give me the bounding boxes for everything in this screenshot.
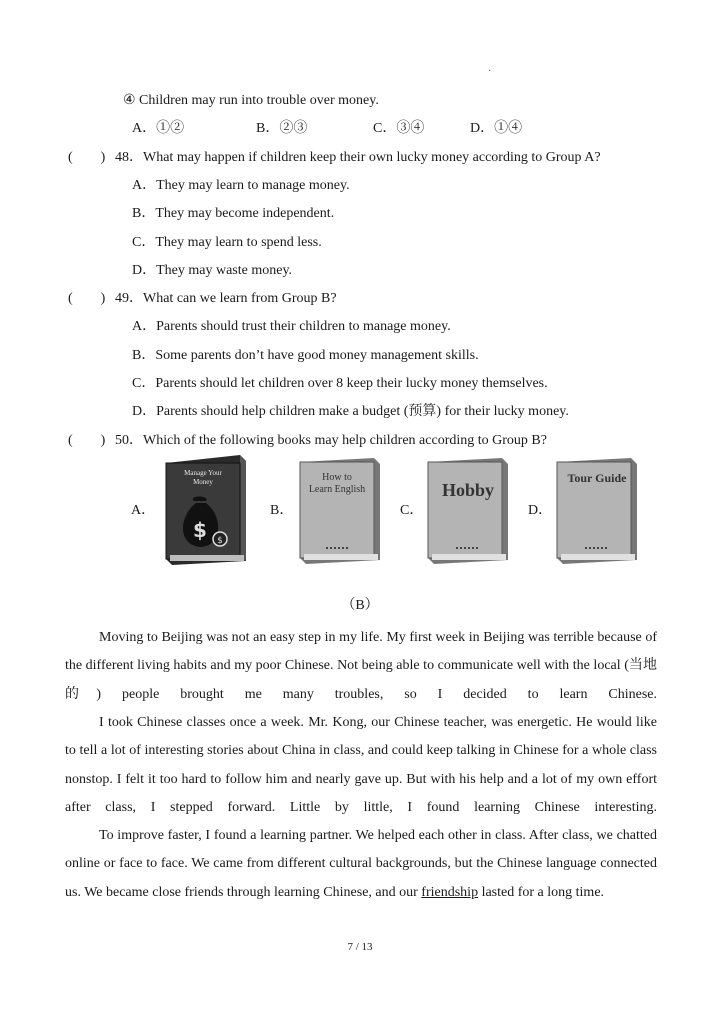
q48-option-b[interactable]: B．They may become independent. [132,206,335,221]
q49-option-d[interactable]: D．Parents should help children make a budget (预算) for their lucky money. [132,404,569,419]
q50-option-c-letter[interactable]: C． [400,503,424,518]
q49-answer-bracket[interactable]: ( ) [68,291,106,306]
svg-text:$: $ [193,518,207,542]
q47-option-d[interactable]: D．①④ [470,121,523,136]
section-label: （B） [341,598,379,613]
q49-option-b[interactable]: B．Some parents don’t have good money management skills. [132,348,479,363]
book-b-title-line2: Learn English [308,484,366,495]
stray-mark: · [488,66,492,77]
q49-option-a[interactable]: A．Parents should trust their children to manage money. [132,319,451,334]
q50-answer-bracket[interactable]: ( ) [68,433,106,448]
page-number: 7 / 13 [347,941,373,953]
book-a-title-line1: Manage Your [184,469,222,477]
book-c-title: Hobby [441,480,495,500]
q49-stem: 49．What can we learn from Group B? [115,291,337,306]
q50-option-d-letter[interactable]: D． [528,503,553,518]
book-tour-guide[interactable] [553,458,641,564]
book-manage-your-money[interactable] [160,455,250,565]
book-d-title: Tour Guide [567,471,627,485]
q48-stem: 48．What may happen if children keep their own lucky money according to Group A? [115,150,601,165]
q48-option-d[interactable]: D．They may waste money. [132,263,293,278]
passage-paragraph-2: I took Chinese classes once a week. Mr. Kong, our Chinese teacher, was energetic. He would like to tell a lot of interesting stories about China in class, and could keep talking in Chinese for a whole class nonstop. I felt it too hard to follow him and nearly gave up. But with his help and a lot of my own effort after class, I stepped forward. Little by little, I found learning Chinese interesting. [65,715,657,815]
q50-option-b-letter[interactable]: B． [270,503,294,518]
q47-option-a[interactable]: A．①② [132,121,185,136]
statement-4: ④ Children may run into trouble over money. [123,93,379,108]
q48-answer-bracket[interactable]: ( ) [68,150,106,165]
q49-option-c[interactable]: C．Parents should let children over 8 keep their lucky money themselves. [132,376,548,391]
q50-option-a-letter[interactable]: A． [131,503,156,518]
passage-paragraph-3-text: To improve faster, I found a learning partner. We helped each other in class. After class, we chatted online or face to face. We came from different cultural backgrounds, but the Chinese language connected us. We became close friends through learning Chinese, and our [65,828,657,900]
book-b-title-line1: How to [322,472,352,483]
q48-option-a[interactable]: A．They may learn to manage money. [132,178,350,193]
q47-option-c[interactable]: C．③④ [373,121,425,136]
book-how-to-learn-english[interactable] [296,458,384,564]
svg-text:$: $ [217,536,223,546]
q50-stem: 50．Which of the following books may help children according to Group B? [115,433,547,448]
q48-option-c[interactable]: C．They may learn to spend less. [132,235,322,250]
underlined-word-friendship: friendship [421,884,479,900]
passage-paragraph-3-end: lasted for a long time. [478,884,605,900]
book-hobby[interactable] [424,458,512,564]
passage-paragraph-3 [65,822,657,907]
book-a-title-line2: Money [193,478,213,486]
q47-option-b[interactable]: B．②③ [256,121,308,136]
passage-paragraph-1: Moving to Beijing was not an easy step in my life. My first week in Beijing was terrible because of the different living habits and my poor Chinese. Not being able to communicate well with the local (当地的) people brought me many troubles, so I decided to learn Chinese. [65,630,657,702]
